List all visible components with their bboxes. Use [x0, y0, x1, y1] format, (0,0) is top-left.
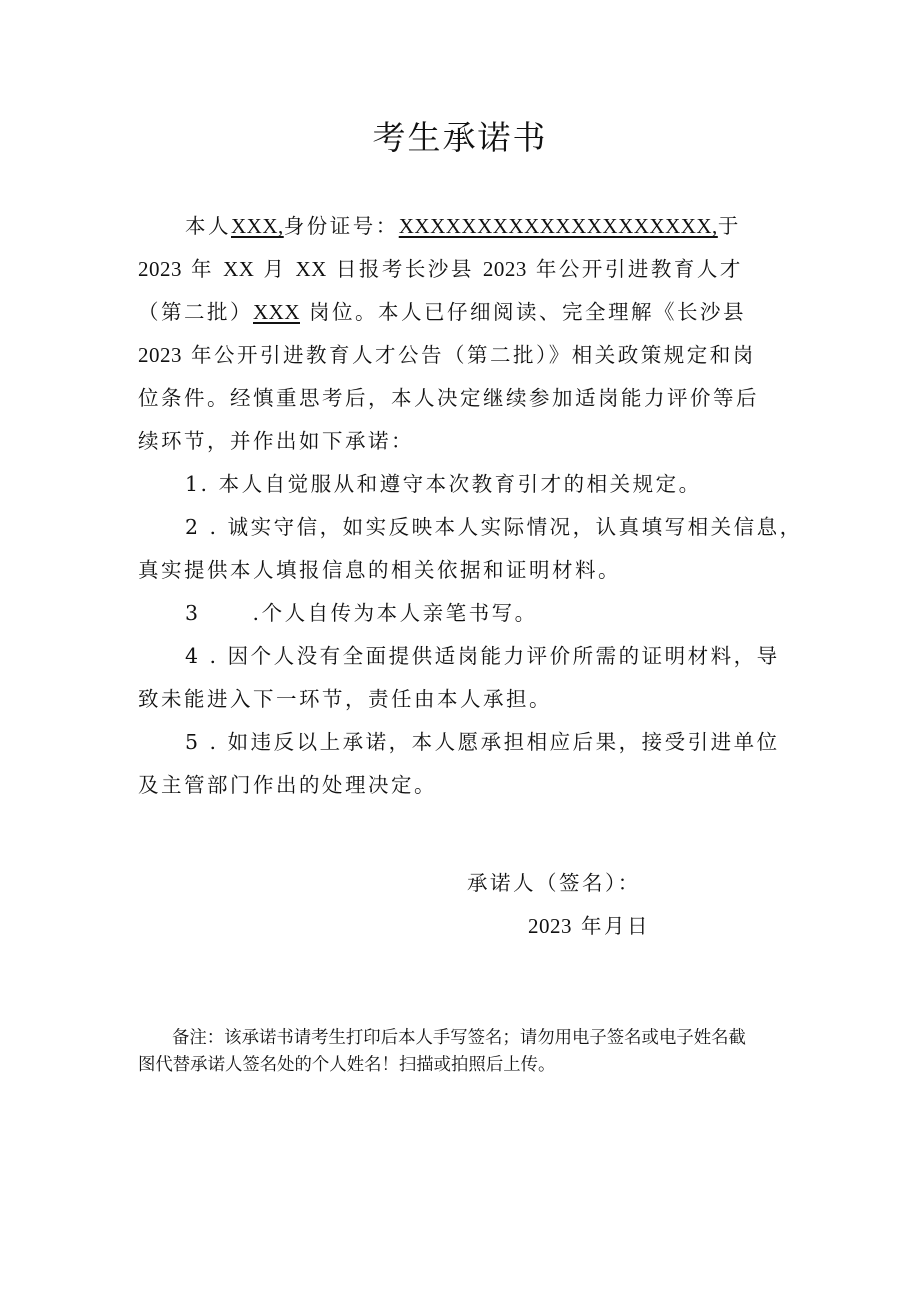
intro-text: 年公开引进教育人才公告（第二批）》相关政策规定和岗 [191, 343, 756, 367]
commitment-item-2: 2 . 诚实守信，如实反映本人实际情况，认真填写相关信息， [185, 515, 803, 539]
position-name: XXX [253, 300, 300, 324]
apply-month: XX [223, 257, 255, 281]
intro-text: 于 [717, 214, 741, 238]
note-line-2: 图代替承诺人签名处的个人姓名！扫描或拍照后上传。 [138, 1055, 556, 1075]
intro-line-5: 位条件。经慎重思考后，本人决定继续参加适岗能力评价等后 [138, 386, 759, 410]
intro-line-6: 续环节，并作出如下承诺： [138, 429, 414, 453]
id-number: XXXXXXXXXXXXXXXXXXXX, [398, 214, 718, 238]
apply-year: 2023 [138, 257, 182, 281]
applicant-name: XXX, [231, 214, 284, 238]
intro-text: 身份证号： [283, 214, 399, 238]
intro-line-1 [185, 211, 741, 241]
item-number: 3 [185, 601, 201, 625]
signature-date [528, 909, 650, 939]
program-year: 2023 [482, 257, 527, 281]
commitment-item-4-cont: 致未能进入下一环节，责任由本人承担。 [138, 687, 552, 711]
commitment-item-2-cont: 真实提供本人填报信息的相关依据和证明材料。 [138, 558, 621, 582]
intro-text: （第二批） [138, 300, 253, 324]
apply-day: XX [295, 257, 327, 281]
commitment-item-3 [185, 598, 538, 628]
intro-line-3 [138, 297, 746, 327]
intro-text: 岗位。本人已仔细阅读、完全理解《长沙县 [309, 300, 747, 324]
signature-date-rest: 年月日 [581, 914, 651, 938]
intro-text: 日报考长沙县 [335, 257, 474, 281]
intro-text: 年公开引进教育人才 [535, 257, 743, 281]
item-text: .个人自传为本人亲笔书写。 [252, 601, 538, 625]
intro-text: 月 [263, 257, 287, 281]
signature-label: 承诺人（签名）： [467, 871, 641, 895]
intro-text: 本人 [185, 214, 231, 238]
note-line-1: 备注：该承诺书请考生打印后本人手写签名；请勿用电子签名或电子姓名截 [172, 1028, 746, 1048]
signature-year: 2023 [528, 914, 572, 938]
notice-year: 2023 [138, 343, 182, 367]
commitment-item-5-cont: 及主管部门作出的处理决定。 [138, 773, 437, 797]
commitment-item-4: 4 . 因个人没有全面提供适岗能力评价所需的证明材料，导 [185, 644, 780, 668]
document-title: 考生承诺书 [372, 118, 548, 157]
commitment-item-1: 1. 本人自觉服从和遵守本次教育引才的相关规定。 [185, 472, 702, 496]
intro-line-4 [138, 340, 756, 370]
commitment-item-5: 5 . 如违反以上承诺，本人愿承担相应后果，接受引进单位 [185, 730, 780, 754]
intro-text: 年 [191, 257, 215, 281]
intro-line-2 [138, 254, 743, 284]
